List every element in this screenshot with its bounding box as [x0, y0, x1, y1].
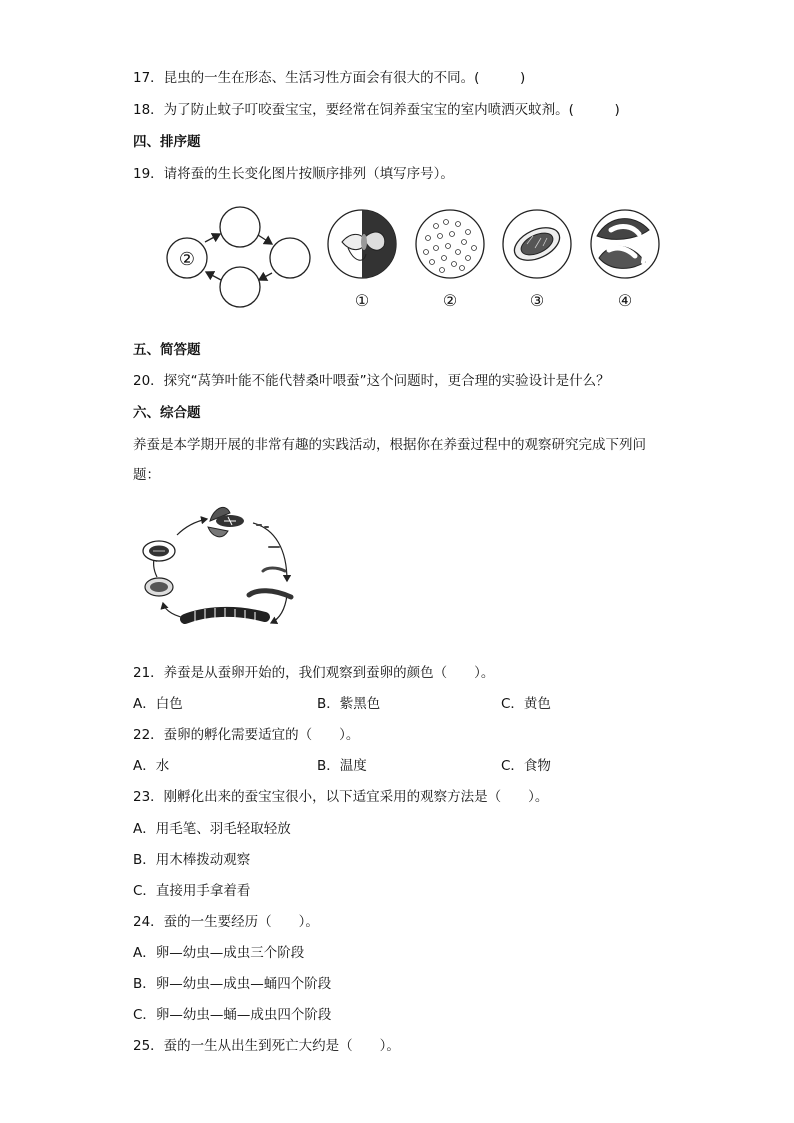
large-larva-sketch [185, 608, 265, 624]
q21-option-b: B．紫黑色 [317, 696, 381, 712]
question-19: 19．请将蚕的生长变化图片按顺序排列（填写序号）。 [133, 166, 454, 182]
picture-label-2: ② [442, 291, 458, 310]
question-20: 20．探究“莴笋叶能不能代替桑叶喂蚕”这个问题时，更合理的实验设计是什么？ [133, 373, 610, 389]
silkworm-life-cycle-figure [135, 495, 305, 635]
q22-option-c: C．食物 [501, 758, 551, 774]
question-21: 21．养蚕是从蚕卵开始的，我们观察到蚕卵的颜色（ ）。 [133, 665, 495, 681]
section-heading-short-answer: 五、简答题 [133, 342, 201, 358]
picture-label-1: ① [354, 291, 370, 310]
moth-sketch [208, 507, 244, 536]
cycle-circle-top [220, 207, 260, 247]
intro-line-1: 养蚕是本学期开展的非常有趣的实践活动，根据你在养蚕过程中的观察研究完成下列问 [133, 437, 646, 453]
q23-option-a: A．用毛笔、羽毛轻取轻放 [133, 821, 291, 837]
eggs-picture [416, 210, 484, 278]
moth-picture [328, 210, 396, 278]
pupa-sketch [143, 541, 175, 561]
larvae-picture [591, 210, 659, 278]
question-22: 22．蚕卵的孵化需要适宜的（ ）。 [133, 727, 360, 743]
cocoon-sketch [145, 578, 173, 596]
question-18: 18．为了防止蚊子叮咬蚕宝宝，要经常在饲养蚕宝宝的室内喷洒灭蚊剂。( ) [133, 102, 620, 118]
question-17: 17．昆虫的一生在形态、生活习性方面会有很大的不同。( ) [133, 70, 526, 86]
intro-line-2: 题： [133, 467, 160, 483]
question-25: 25．蚕的一生从出生到死亡大约是（ ）。 [133, 1038, 400, 1054]
q23-option-c: C．直接用手拿着看 [133, 883, 251, 899]
cycle-start-label: ② [178, 249, 196, 270]
question-24: 24．蚕的一生要经历（ ）。 [133, 914, 319, 930]
q21-option-c: C．黄色 [501, 696, 551, 712]
question-23: 23．刚孵化出来的蚕宝宝很小，以下适宜采用的观察方法是（ ）。 [133, 789, 549, 805]
q21-option-a: A．白色 [133, 696, 183, 712]
q23-option-b: B．用木棒拨动观察 [133, 852, 251, 868]
q24-option-a: A．卵—幼虫—成虫三个阶段 [133, 945, 305, 961]
pupa-picture [503, 210, 571, 278]
cycle-circle-bottom [220, 267, 260, 307]
q24-option-b: B．卵—幼虫—成虫—蛹四个阶段 [133, 976, 332, 992]
section-heading-comprehensive: 六、综合题 [133, 405, 201, 421]
picture-label-4: ④ [617, 291, 633, 310]
cycle-circle-right [270, 238, 310, 278]
q24-option-c: C．卵—幼虫—蛹—成虫四个阶段 [133, 1007, 332, 1023]
q22-option-a: A．水 [133, 758, 170, 774]
silkworm-sequence-figure [160, 200, 660, 312]
q22-option-b: B．温度 [317, 758, 367, 774]
picture-label-3: ③ [529, 291, 545, 310]
section-heading-sorting: 四、排序题 [133, 134, 201, 150]
